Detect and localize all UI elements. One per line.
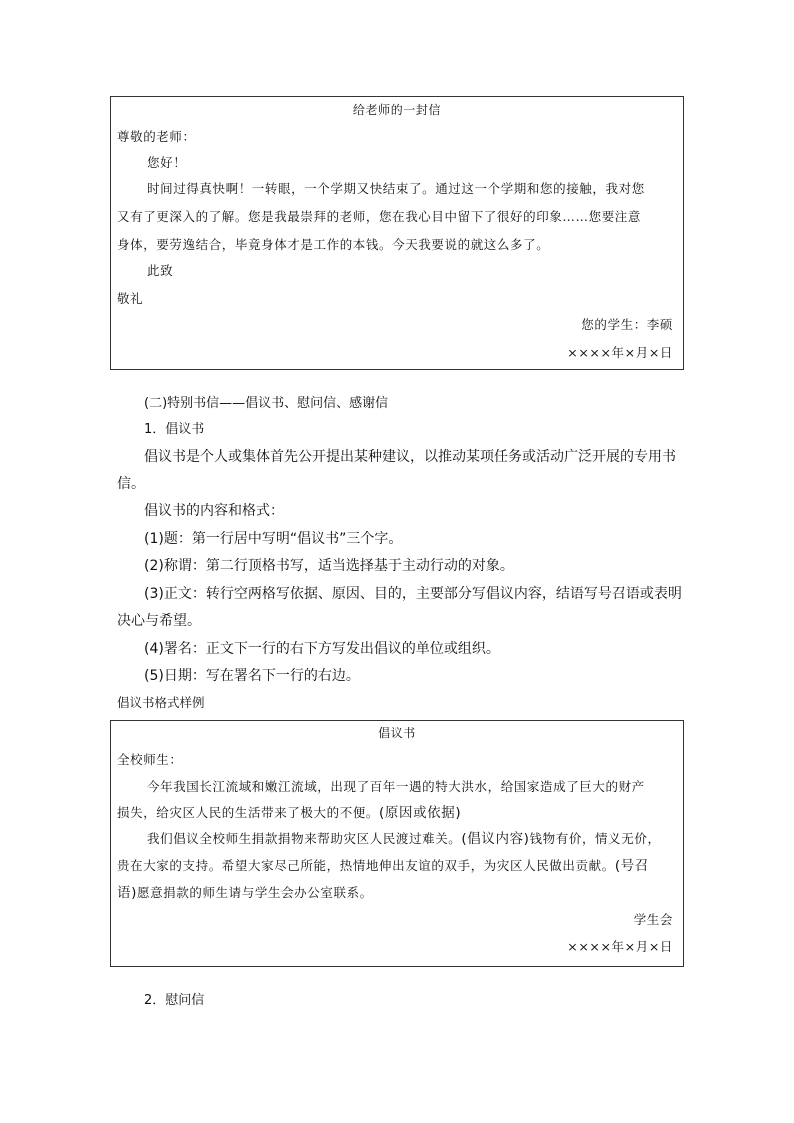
letter-box-teacher <box>110 96 684 370</box>
proposal-paragraph-line <box>117 885 373 901</box>
proposal-text: 愿意捐款的师生请与学生会办公室联系。 <box>136 885 373 900</box>
subsection-heading: 1．倡议书 <box>144 422 205 437</box>
letter-paragraph-line: 时间过得真快啊！一转眼，一个学期又快结束了。通过这一个学期和您的接触，我对您 <box>147 181 645 196</box>
letter-salutation: 尊敬的老师： <box>117 129 196 144</box>
proposal-text: 钱物有价，情义无价， <box>529 831 661 846</box>
proposal-title: 倡议书 <box>378 726 416 740</box>
letter-closing: 此致 <box>147 263 174 278</box>
letter-paragraph-line: 又有了更深入的了解。您是我最崇拜的老师，您在我心目中留下了很好的印象……您要注意 <box>117 209 642 224</box>
proposal-paragraph-line: 今年我国长江流域和嫩江流域，出现了百年一遇的特大洪水，给国家造成了巨大的财产 <box>147 779 645 794</box>
proposal-paragraph-line <box>117 858 649 874</box>
sample-label: 倡议书格式样例 <box>117 695 205 710</box>
letter-closing-salute: 敬礼 <box>117 291 144 306</box>
proposal-note: (原因或依据) <box>379 805 462 821</box>
format-item: (3)正文：转行空两格写依据、原因、目的，主要部分写倡议内容，结语写号召语或表明 <box>144 586 682 602</box>
format-item: (4)署名：正文下一行的右下方写发出倡议的单位或组织。 <box>144 641 500 657</box>
proposal-text: 贵在大家的支持。希望大家尽己所能，热情地伸出友谊的双手，为灾区人民做出贡献。 <box>117 858 615 873</box>
format-item: (5)日期：写在署名下一行的右边。 <box>144 668 360 684</box>
letter-paragraph-line: 身体，要劳逸结合，毕竟身体才是工作的本钱。今天我要说的就这么多了。 <box>117 237 550 252</box>
proposal-text: 我们倡议全校师生捐款捐物来帮助灾区人民渡过难关。 <box>147 831 462 846</box>
letter-greeting: 您好！ <box>147 155 187 170</box>
definition-line: 信。 <box>117 476 145 492</box>
format-item: (2)称谓：第二行顶格书写，适当选择基于主动行动的对象。 <box>144 558 514 574</box>
letter-date: ××××年×月×日 <box>567 345 673 360</box>
proposal-sample-box <box>110 720 684 967</box>
proposal-paragraph-line <box>147 831 661 847</box>
proposal-date: ××××年×月×日 <box>567 939 673 954</box>
proposal-note: (倡议内容) <box>461 831 530 847</box>
subsection-heading: 2．慰问信 <box>144 993 205 1008</box>
definition-line: 倡议书是个人或集体首先公开提出某种建议，以推动某项任务或活动广泛开展的专用书 <box>144 449 676 465</box>
letter-signature: 您的学生：李硕 <box>581 317 673 332</box>
proposal-text: 损失，给灾区人民的生活带来了极大的不便。 <box>117 805 380 820</box>
letter-title: 给老师的一封信 <box>352 103 442 117</box>
proposal-signature: 学生会 <box>633 912 673 927</box>
proposal-note: 语) <box>117 885 137 901</box>
proposal-note: (号召 <box>614 858 649 874</box>
proposal-salutation: 全校师生： <box>117 752 183 767</box>
format-intro: 倡议书的内容和格式： <box>144 503 284 519</box>
proposal-paragraph-line <box>117 805 461 821</box>
format-item: (1)题：第一行居中写明“倡议书”三个字。 <box>144 531 403 547</box>
format-item: 决心与希望。 <box>117 613 201 629</box>
section-heading: (二)特别书信——倡议书、慰问信、感谢信 <box>144 396 389 411</box>
